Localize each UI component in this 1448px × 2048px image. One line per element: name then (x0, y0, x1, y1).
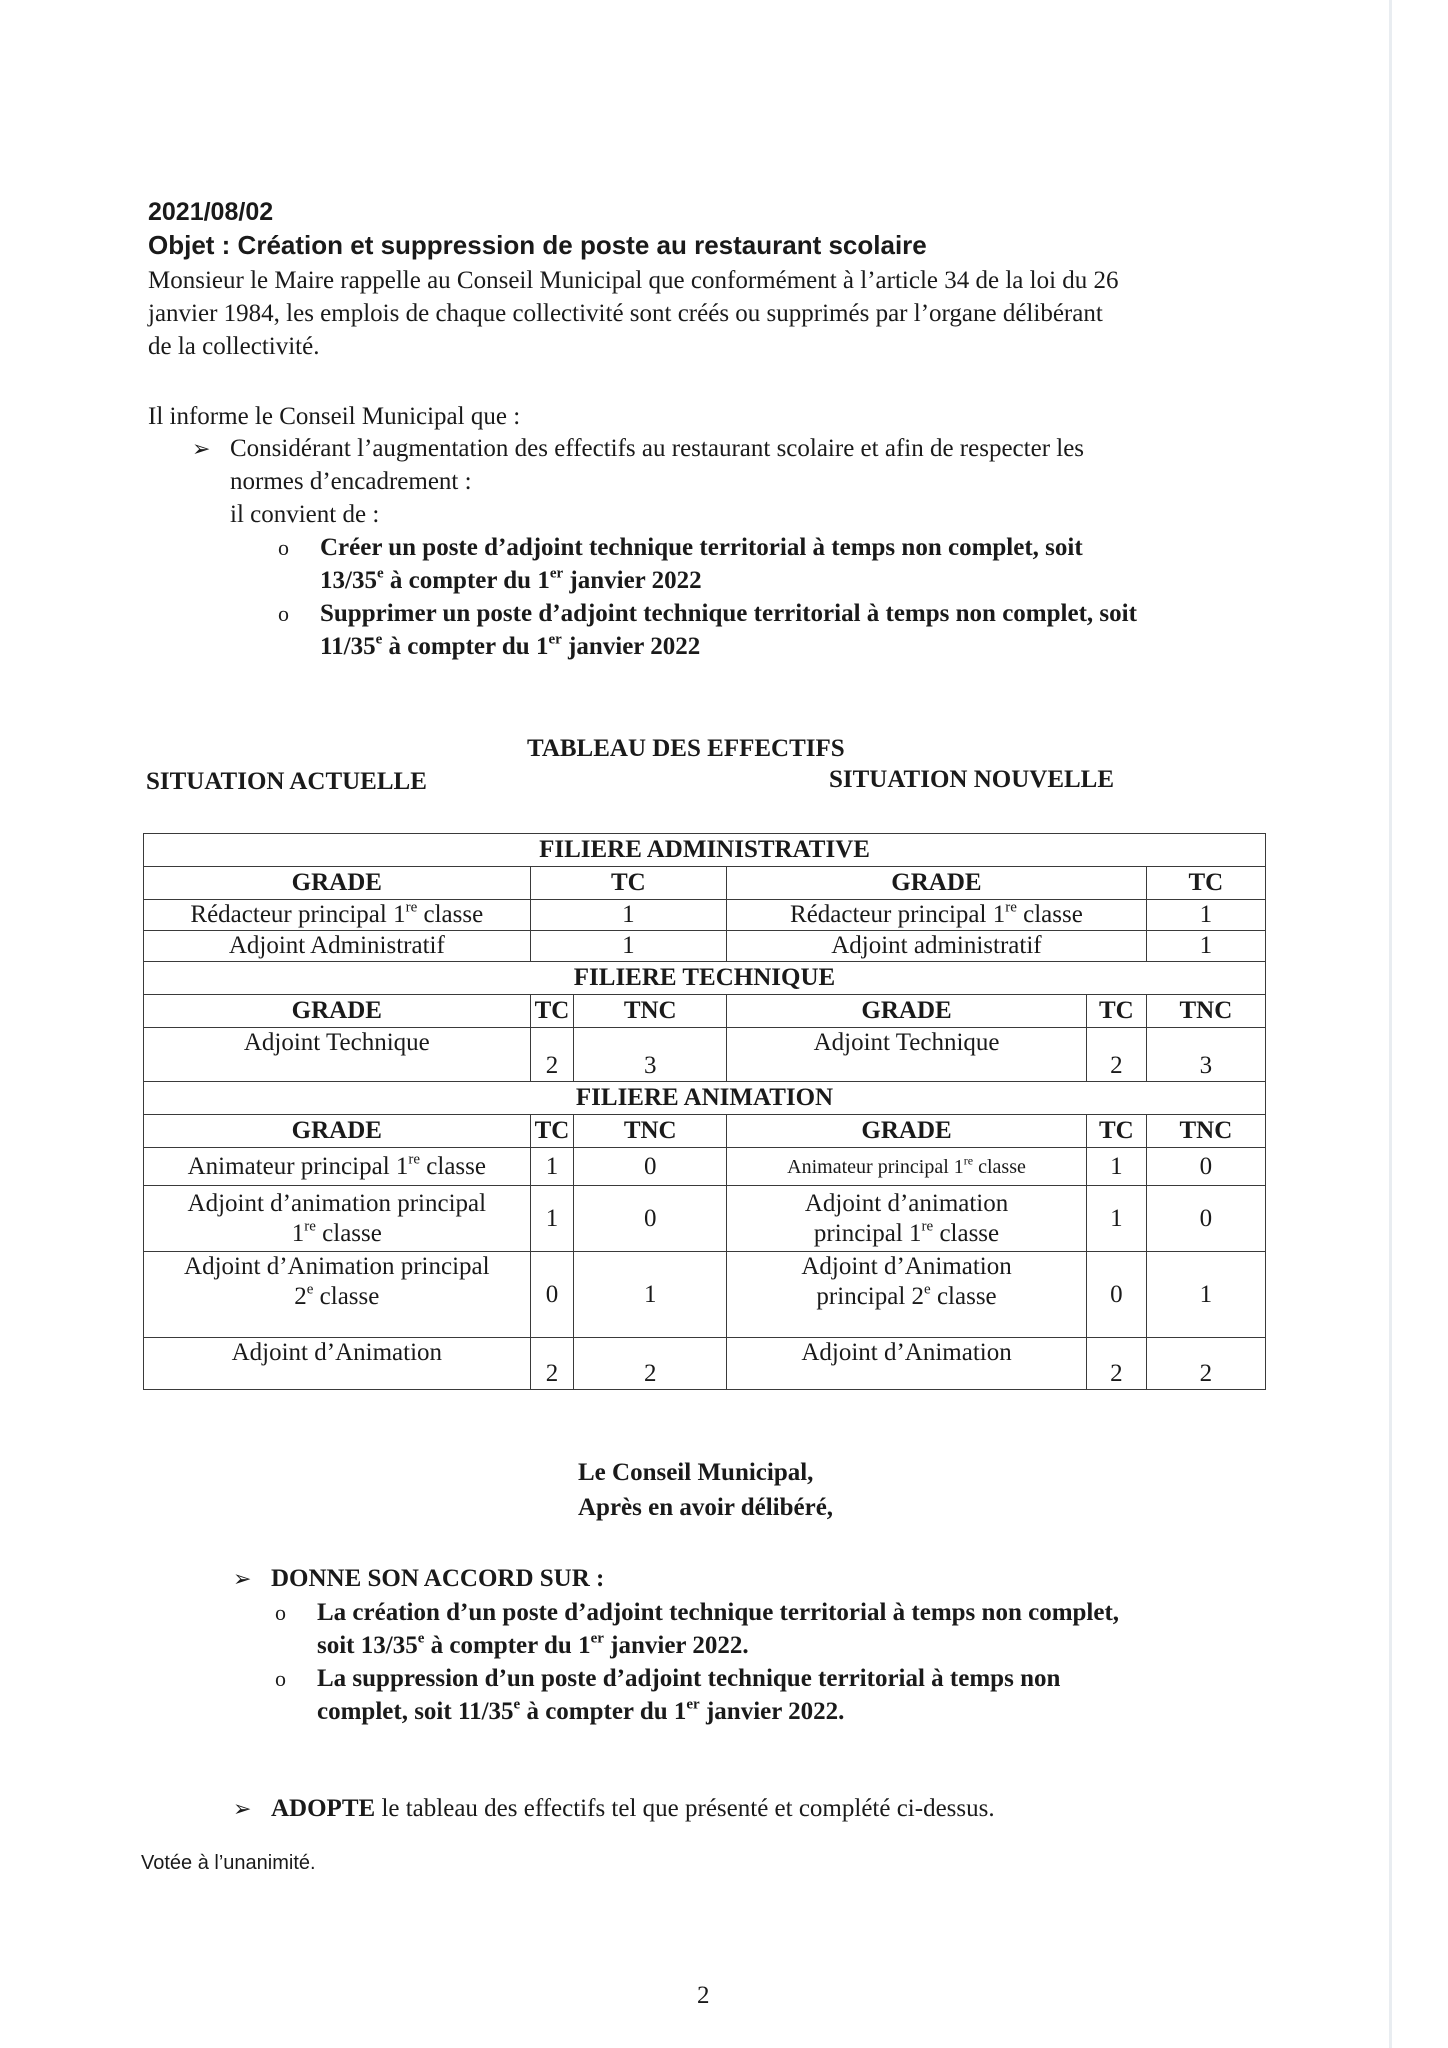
decision-text: soit 13/35 (317, 1632, 418, 1659)
circle-bullet-icon: o (278, 535, 289, 560)
header-tc: TC (530, 995, 574, 1028)
adopt-keyword: ADOPTE (271, 1795, 376, 1822)
considering-text: Considérant l’augmentation des effectifs au restaurant scolaire et afin de respecter les (230, 435, 1085, 462)
tnc-cell: 3 (574, 1028, 727, 1082)
action-text: Supprimer un poste d’adjoint technique territorial à temps non complet, soit (320, 600, 1137, 627)
tnc-cell: 0 (574, 1148, 727, 1186)
header-row-technique (144, 995, 1266, 1028)
action-text: à compter du 1 (383, 567, 550, 594)
adopt-line (233, 1792, 995, 1825)
header-tc: TC (1086, 1115, 1146, 1148)
decision-text: janvier 2022. (603, 1632, 749, 1659)
decision-text: à compter du 1 (424, 1632, 591, 1659)
tc-cell: 1 (1086, 1186, 1146, 1252)
circle-bullet-icon: o (275, 1666, 286, 1691)
grade-text: Adjoint d’Animation (801, 1253, 1012, 1280)
grade-text: Animateur principal 1 (187, 1152, 409, 1180)
action-item-delete (278, 597, 1137, 663)
council-block (578, 1455, 833, 1525)
council-line: Le Conseil Municipal, (578, 1459, 814, 1486)
grade-text: classe (930, 1283, 997, 1310)
action-text: à compter du 1 (382, 633, 549, 660)
tc-cell: 2 (530, 1028, 574, 1082)
table-row (144, 931, 1266, 962)
superscript: e (417, 1630, 425, 1647)
header-grade: GRADE (144, 995, 531, 1028)
tc-cell: 1 (1146, 931, 1265, 962)
action-text: 11/35 (320, 633, 376, 660)
vote-result: Votée à l’unanimité. (141, 1852, 316, 1874)
grade-cell (727, 1148, 1087, 1186)
tnc-cell: 1 (574, 1252, 727, 1338)
agree-text: DONNE SON ACCORD SUR : (271, 1565, 605, 1592)
tnc-cell: 0 (1146, 1186, 1265, 1252)
grade-text: classe (933, 1219, 1000, 1247)
scan-edge-line (1389, 0, 1392, 2048)
superscript: er (549, 565, 564, 582)
grade-cell: Adjoint Technique (144, 1028, 531, 1082)
decision-text: janvier 2022. (699, 1698, 845, 1725)
grade-cell (144, 900, 531, 931)
grade-text: classe (315, 1219, 382, 1247)
grade-cell: Adjoint d’Animation (144, 1338, 531, 1390)
decision-item-delete (275, 1662, 1119, 1728)
grade-text: Adjoint d’Animation principal (184, 1253, 490, 1280)
considering-text-cont: normes d’encadrement : (230, 468, 472, 495)
tc-cell: 1 (530, 1186, 574, 1252)
header-grade: GRADE (144, 867, 531, 900)
action-text: 13/35 (320, 567, 377, 594)
grade-cell: Adjoint d’Animation (727, 1338, 1087, 1390)
grade-text: Adjoint d’animation (804, 1189, 1009, 1217)
table-left-title: SITUATION ACTUELLE (146, 768, 427, 795)
table-row (144, 1028, 1266, 1082)
section-title-technique: FILIERE TECHNIQUE (144, 962, 1266, 995)
tc-cell: 1 (530, 900, 726, 931)
grade-cell (144, 1148, 531, 1186)
header-tnc: TNC (574, 1115, 727, 1148)
section-title-admin: FILIERE ADMINISTRATIVE (144, 834, 1266, 867)
reference-number: 2021/08/02 (148, 198, 274, 226)
action-text: janvier 2022 (561, 633, 701, 660)
grade-text: classe (973, 1155, 1026, 1178)
grade-text: classe (420, 1152, 486, 1180)
tnc-cell: 0 (1146, 1148, 1265, 1186)
grade-text: Rédacteur principal 1 (790, 901, 1006, 928)
grade-text: Animateur principal 1 (787, 1155, 964, 1178)
action-item-create (278, 531, 1137, 597)
intro-paragraph (148, 264, 1119, 363)
tnc-cell: 3 (1146, 1028, 1265, 1082)
table-row (144, 1186, 1266, 1252)
adopt-text: le tableau des effectifs tel que présenté et complété ci-dessus. (375, 1795, 995, 1822)
tc-cell: 1 (530, 931, 726, 962)
superscript: er (590, 1630, 604, 1647)
tnc-cell: 2 (574, 1338, 727, 1390)
header-tc: TC (1086, 995, 1146, 1028)
table-right-title: SITUATION NOUVELLE (829, 766, 1115, 793)
superscript: er (548, 631, 562, 648)
superscript: re (408, 1151, 421, 1167)
tc-cell: 0 (530, 1252, 574, 1338)
header-tc: TC (530, 867, 726, 900)
grade-cell (727, 900, 1147, 931)
header-tnc: TNC (1146, 1115, 1265, 1148)
page-number: 2 (697, 1982, 710, 2009)
section-row-technique (144, 962, 1266, 995)
grade-cell (144, 1186, 531, 1252)
inform-line: Il informe le Conseil Municipal que : (148, 403, 521, 430)
tc-cell: 1 (1086, 1148, 1146, 1186)
superscript: re (304, 1218, 316, 1234)
intro-line: de la collectivité. (148, 333, 320, 360)
tc-cell: 2 (530, 1338, 574, 1390)
grade-text: 1 (291, 1219, 305, 1247)
decision-text: La création d’un poste d’adjoint technique territorial à temps non complet, (317, 1599, 1120, 1626)
superscript: e (513, 1696, 521, 1713)
grade-cell: Adjoint administratif (727, 931, 1147, 962)
intro-line: janvier 1984, les emplois de chaque collectivité sont créés ou supprimés par l’organe délibérant (148, 300, 1103, 327)
tc-cell: 1 (530, 1148, 574, 1186)
grade-text: classe (417, 901, 484, 928)
action-text: janvier 2022 (563, 567, 702, 594)
decision-items (275, 1596, 1119, 1728)
header-tnc: TNC (574, 995, 727, 1028)
action-text: Créer un poste d’adjoint technique territorial à temps non complet, soit (320, 534, 1083, 561)
arrow-bullet-icon: ➢ (233, 1796, 252, 1821)
table-row (144, 1148, 1266, 1186)
header-grade: GRADE (727, 867, 1147, 900)
superscript: re (921, 1218, 934, 1234)
superscript: re (405, 899, 418, 916)
header-row-animation (144, 1115, 1266, 1148)
header-row-admin (144, 867, 1266, 900)
actions-list (278, 531, 1137, 663)
table-row (144, 1252, 1266, 1338)
circle-bullet-icon: o (275, 1600, 286, 1625)
superscript: e (924, 1281, 931, 1298)
grade-cell (727, 1252, 1087, 1338)
header-tc: TC (530, 1115, 574, 1148)
arrow-bullet-icon: ➢ (233, 1566, 252, 1591)
grade-text: principal 1 (813, 1219, 922, 1247)
circle-bullet-icon: o (278, 601, 289, 626)
table-main-title: TABLEAU DES EFFECTIFS (527, 735, 845, 762)
deliberated-line: Après en avoir délibéré, (578, 1494, 834, 1521)
superscript: er (686, 1696, 700, 1713)
superscript: re (1005, 899, 1017, 916)
convient-text: il convient de : (230, 501, 380, 528)
header-tnc: TNC (1146, 995, 1265, 1028)
decision-text: complet, soit 11/35 (317, 1698, 514, 1725)
tc-cell: 0 (1086, 1252, 1146, 1338)
grade-cell (727, 1186, 1087, 1252)
intro-line: Monsieur le Maire rappelle au Conseil Municipal que conformément à l’article 34 de la loi du 26 (148, 267, 1119, 294)
superscript: e (306, 1281, 314, 1298)
agree-heading (233, 1562, 604, 1595)
superscript: e (376, 565, 384, 582)
decision-text: La suppression d’un poste d’adjoint technique territorial à temps non (317, 1665, 1061, 1692)
grade-text: classe (313, 1283, 380, 1310)
superscript: e (375, 631, 383, 648)
header-grade: GRADE (727, 995, 1087, 1028)
table-row (144, 1338, 1266, 1390)
tnc-cell: 1 (1146, 1252, 1265, 1338)
considering-block (192, 432, 1084, 531)
decision-item-create (275, 1596, 1119, 1662)
superscript: re (963, 1153, 974, 1168)
tnc-cell: 0 (574, 1186, 727, 1252)
header-tc: TC (1146, 867, 1265, 900)
grade-cell (144, 1252, 531, 1338)
table-row (144, 900, 1266, 931)
header-grade: GRADE (727, 1115, 1087, 1148)
section-title-animation: FILIERE ANIMATION (144, 1082, 1266, 1115)
grade-text: classe (1016, 901, 1083, 928)
grade-text: 2 (294, 1283, 307, 1310)
grade-text: principal 2 (816, 1283, 925, 1310)
section-row-animation (144, 1082, 1266, 1115)
header-grade: GRADE (144, 1115, 531, 1148)
tc-cell: 2 (1086, 1338, 1146, 1390)
arrow-bullet-icon: ➢ (192, 436, 211, 461)
tc-cell: 1 (1146, 900, 1265, 931)
decision-text: à compter du 1 (520, 1698, 687, 1725)
grade-cell: Adjoint Administratif (144, 931, 531, 962)
effectifs-table (143, 833, 1266, 1390)
tc-cell: 2 (1086, 1028, 1146, 1082)
subject-heading: Objet : Création et suppression de poste au restaurant scolaire (148, 230, 927, 260)
grade-text: Rédacteur principal 1 (190, 901, 406, 928)
section-row-admin (144, 834, 1266, 867)
grade-text: Adjoint d’animation principal (187, 1189, 487, 1217)
grade-cell: Adjoint Technique (727, 1028, 1087, 1082)
tnc-cell: 2 (1146, 1338, 1265, 1390)
